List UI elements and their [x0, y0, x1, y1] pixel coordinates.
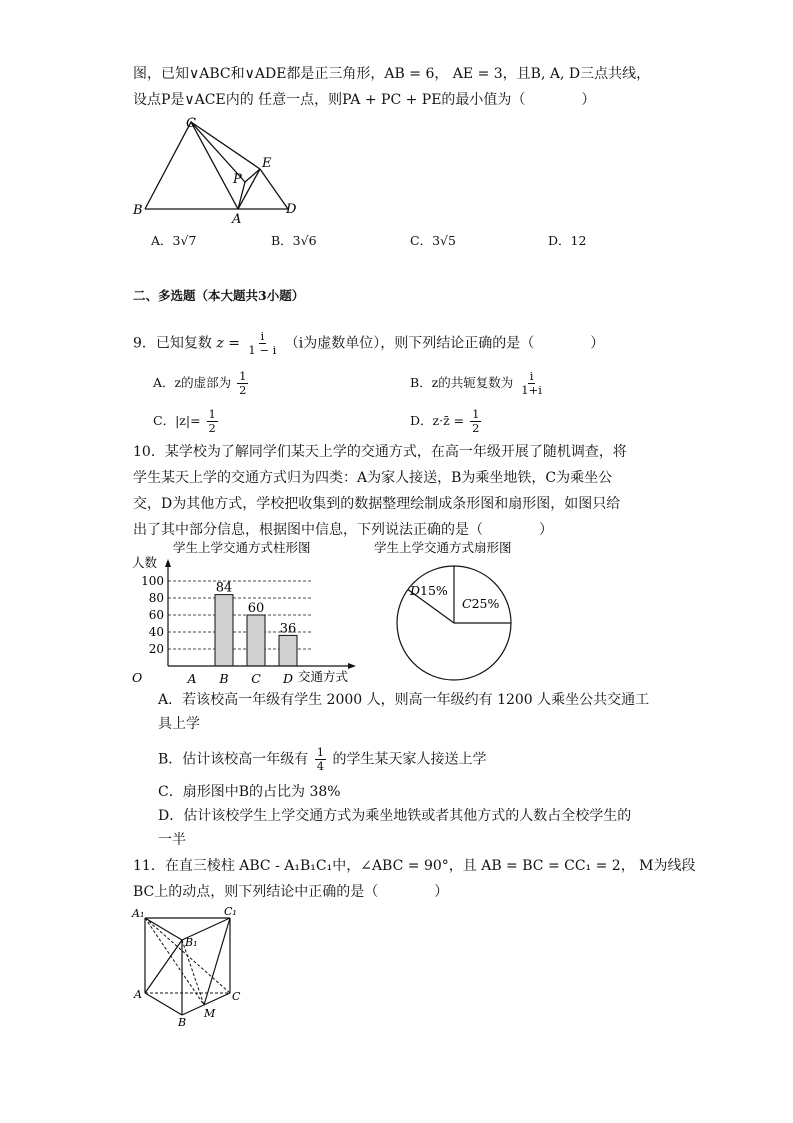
- q8-line1: 图，已知∨ABC和∨ADE都是正三角形，AB = 6， AE = 3，且B, A, D三点共线，: [133, 66, 651, 82]
- q8-label-D: D: [286, 202, 297, 217]
- bar-chart-origin: O: [132, 670, 143, 685]
- q8-label-C: C: [186, 116, 196, 131]
- q11-label-C: C: [232, 990, 241, 1003]
- q11-line1: 11．在直三棱柱 ABC - A₁B₁C₁中，∠ABC = 90°，且 AB = BC = CC₁ = 2， M为线段: [133, 858, 696, 874]
- bar: [247, 615, 265, 666]
- q10-line2: 学生某天上学的交通方式归为四类：A为家人接送，B为乘坐地铁，C为乘坐公: [133, 470, 613, 486]
- bar-y-tick-label: 20: [148, 642, 164, 656]
- q10-optB-num: 1: [316, 745, 325, 759]
- section-title: 二、多选题（本大题共3小题）: [133, 288, 305, 303]
- bar-value-label: 36: [279, 621, 297, 637]
- pie-chart: [370, 537, 550, 687]
- bar-chart-xlabel: 交通方式: [298, 669, 349, 684]
- q9-fraction: [246, 330, 278, 357]
- q9-optD-pre: D．z·z̄ =: [410, 413, 465, 428]
- pie-slice-label: C25%: [462, 596, 500, 611]
- bar-chart-ylabel: 人数: [132, 555, 158, 570]
- bar-category-label: C: [251, 671, 261, 686]
- bar-chart-title: 学生上学交通方式柱形图: [173, 540, 311, 555]
- bar-y-tick-label: 60: [148, 608, 164, 622]
- q10-line3: 交，D为其他方式，学校把收集到的数据整理绘制成条形图和扇形图，如图只给: [133, 496, 621, 512]
- q10-optB-post: 的学生某天家人接送上学: [332, 751, 487, 768]
- q8-label-P: P: [233, 172, 242, 187]
- bar-y-tick-label: 40: [148, 625, 164, 639]
- bar-value-label: 84: [215, 580, 233, 596]
- q11-label-B: B: [178, 1016, 187, 1028]
- q8-line2: 设点P是∨ACE内的 任意一点，则PA + PC + PE的最小值为（ ）: [133, 92, 596, 108]
- q10-line4: 出了其中部分信息，根据图中信息，下列说法正确的是（ ）: [133, 522, 553, 538]
- q10-option-a-1: A．若该校高一年级有学生 2000 人，则高一年级约有 1200 人乘坐公共交通工: [158, 692, 650, 708]
- q9-optD-num: 1: [472, 407, 480, 421]
- bar-value-label: 60: [247, 601, 265, 616]
- bar-y-arrow-icon: [165, 559, 171, 567]
- q9-option-b: [410, 370, 546, 397]
- bar-category-label: B: [219, 671, 229, 686]
- q9-optD-den: 2: [472, 421, 480, 435]
- q10-line1: 10．某学校为了解同学们某天上学的交通方式，在高一年级开展了随机调查，将: [133, 444, 627, 460]
- q11-prism-figure: [130, 903, 260, 1028]
- q9-stem: [133, 330, 604, 357]
- q9-stem-post: （i为虚数单位），则下列结论正确的是（ ）: [284, 335, 605, 352]
- q10-option-c: C．扇形图中B的占比为 38%: [158, 784, 341, 800]
- q10-optB-pre: B．估计该校高一年级有: [158, 751, 309, 768]
- q10-option-d-2: 一半: [158, 832, 186, 848]
- q10-option-b: [158, 746, 487, 773]
- q9-optB-num: i: [529, 369, 534, 383]
- bar: [215, 595, 233, 666]
- q9-optA-pre: A．z的虚部为: [153, 375, 232, 390]
- pie-chart-title: 学生上学交通方式扇形图: [374, 540, 512, 555]
- pie-slice-label: D15%: [410, 583, 448, 598]
- bar-x-arrow-icon: [348, 663, 356, 669]
- q10-option-a-2: 具上学: [158, 716, 200, 732]
- q11-label-A1: A₁: [132, 907, 145, 920]
- q8-label-A: A: [232, 212, 242, 227]
- q10-optB-den: 4: [316, 759, 325, 773]
- q9-frac-num: i: [260, 329, 265, 343]
- q11-label-B1: B₁: [185, 936, 198, 949]
- q9-frac-den: 1 − i: [248, 343, 277, 357]
- q9-option-d: [410, 408, 483, 435]
- bar-y-tick-label: 100: [141, 574, 164, 588]
- bar: [279, 635, 297, 666]
- q8-option-b: B．3√6: [271, 233, 317, 248]
- q9-optB-den: 1+i: [521, 383, 542, 397]
- q9-optA-num: 1: [239, 369, 247, 383]
- q9-optA-den: 2: [239, 383, 247, 397]
- q9-z-eq: z =: [216, 335, 240, 352]
- q9-optC-den: 2: [208, 421, 216, 435]
- q11-label-M: M: [204, 1007, 216, 1020]
- q8-label-E: E: [262, 156, 272, 171]
- bar-chart: [128, 537, 368, 689]
- q11-label-A: A: [134, 988, 142, 1001]
- q9-optC-num: 1: [208, 407, 216, 421]
- q9-optC-pre: C．|z|=: [153, 413, 201, 428]
- q8-option-d: D．12: [548, 233, 587, 248]
- q8-option-a: A．3√7: [151, 233, 197, 248]
- q8-option-c: C．3√5: [410, 233, 456, 248]
- bar-y-tick-label: 80: [148, 591, 164, 605]
- bar-category-label: A: [187, 671, 197, 686]
- q9-option-a: [153, 370, 250, 397]
- bar-category-label: D: [282, 671, 294, 686]
- q9-stem-pre: 9．已知复数: [133, 335, 212, 352]
- q8-label-B: B: [133, 203, 143, 218]
- q10-option-d-1: D．估计该校学生上学交通方式为乘坐地铁或者其他方式的人数占全校学生的: [158, 808, 632, 824]
- q8-triangle-figure: [128, 112, 308, 227]
- q11-line2: BC上的动点，则下列结论中正确的是（ ）: [133, 884, 449, 900]
- q9-option-c: [153, 408, 220, 435]
- q11-label-C1: C₁: [224, 905, 237, 918]
- q9-optB-pre: B．z的共轭复数为: [410, 375, 514, 390]
